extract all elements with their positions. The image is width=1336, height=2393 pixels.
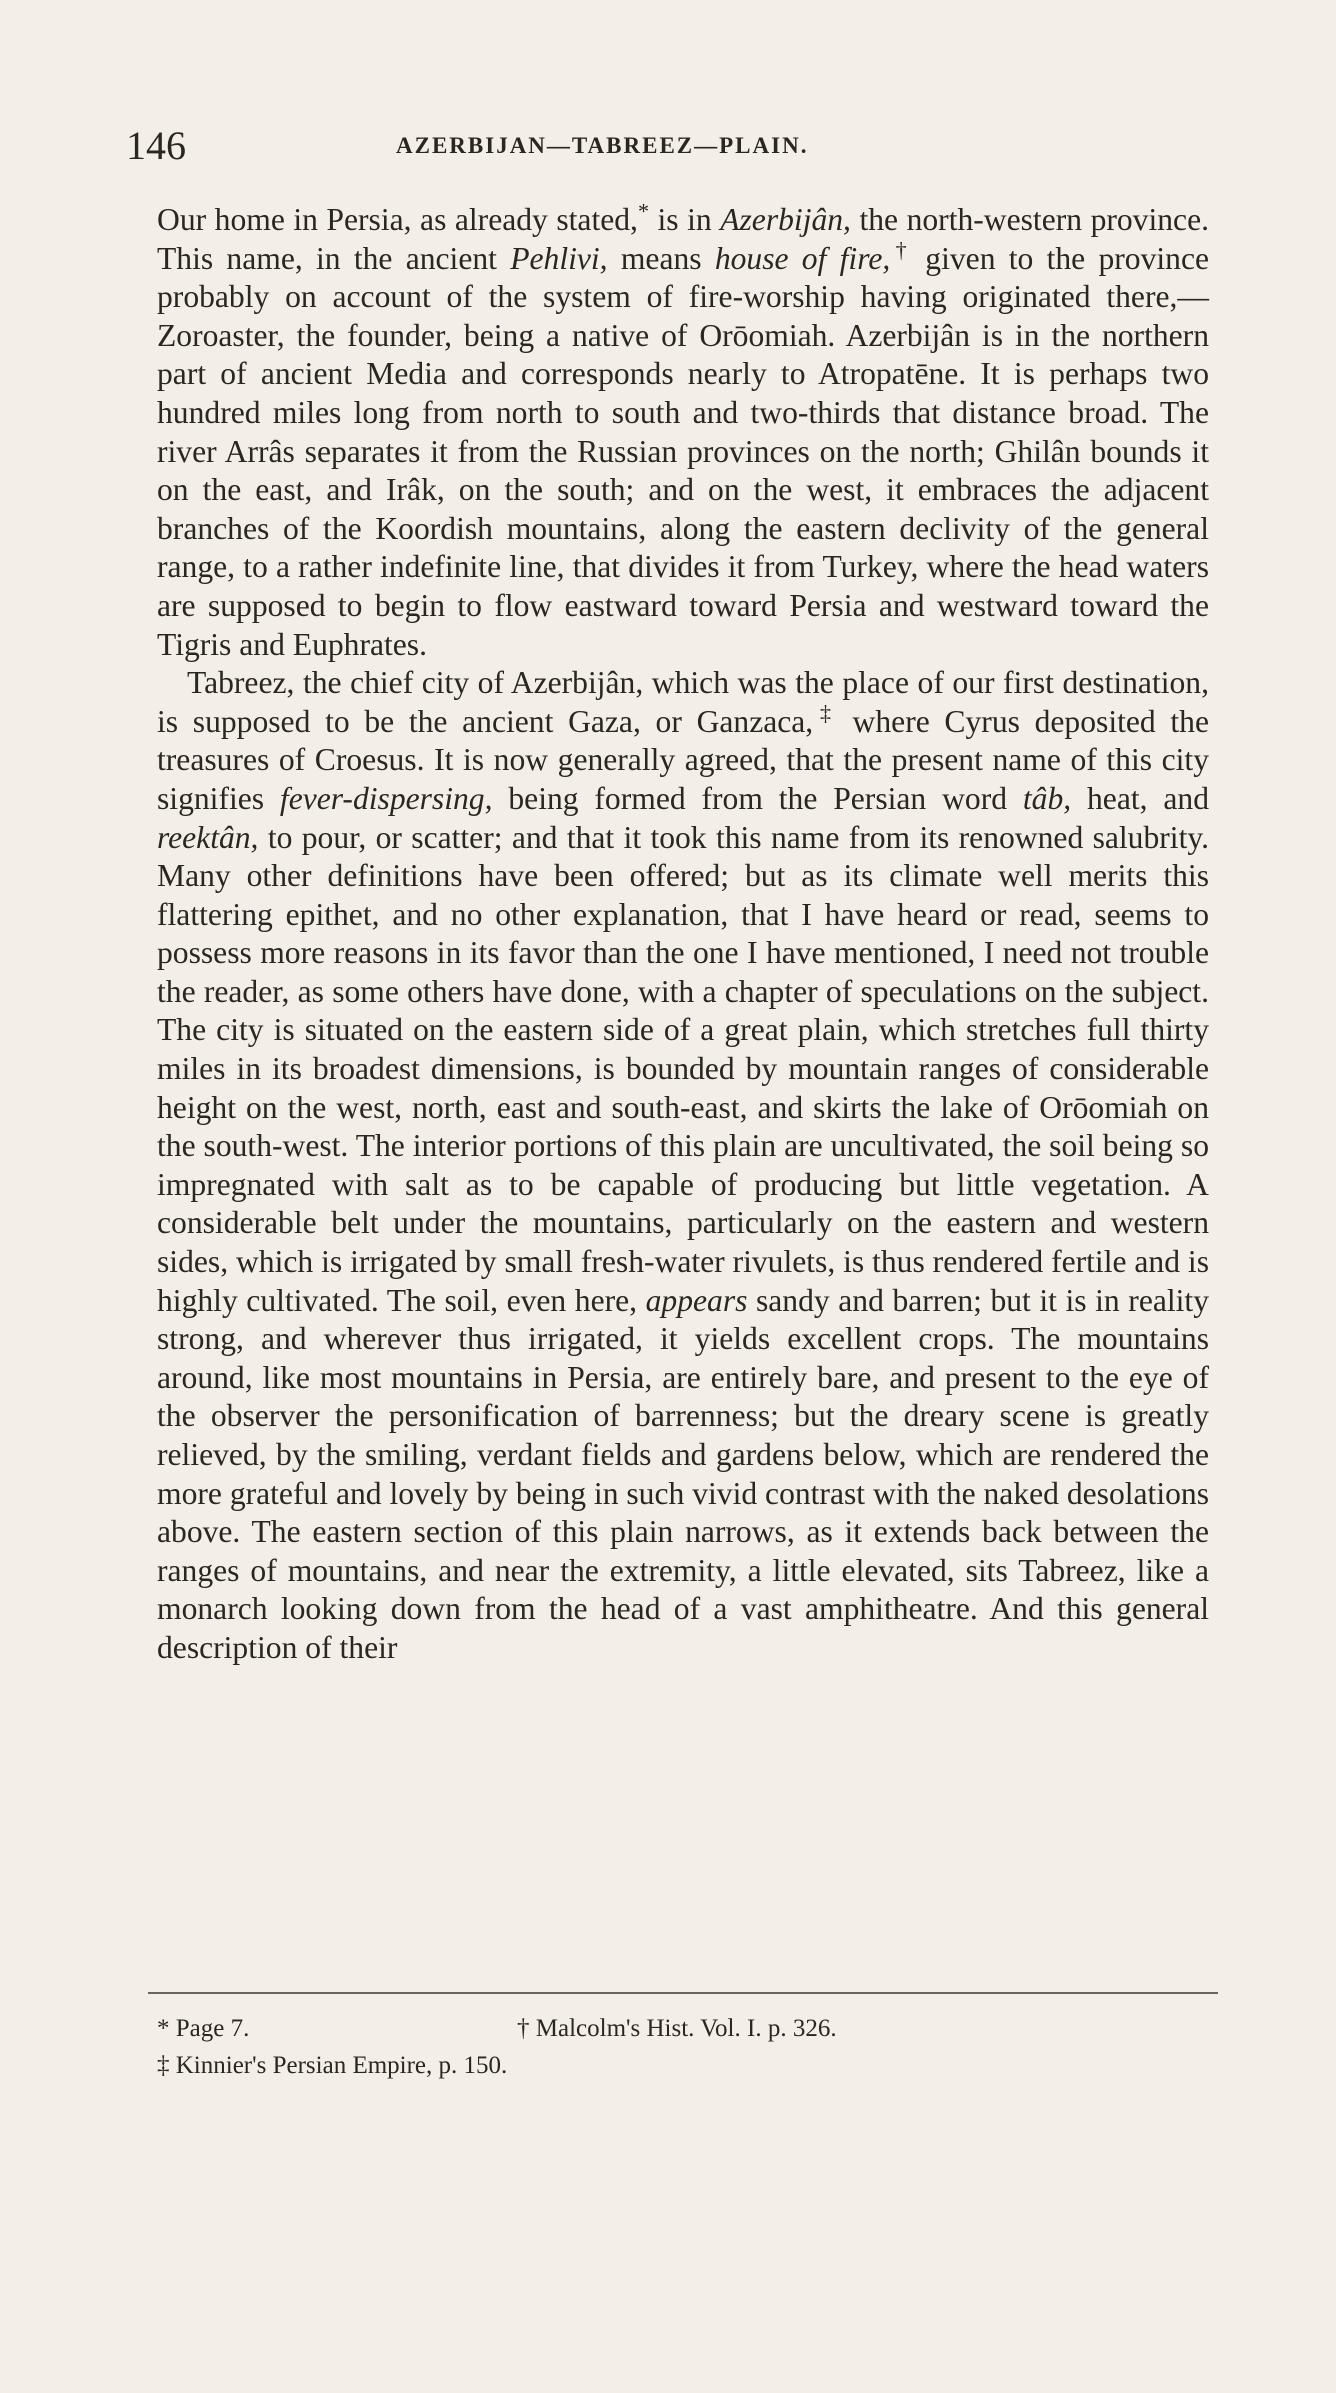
paragraph-2-text-e: to pour, or scatter; and that it took this name from its renowned salubrity. Many other definitions have been offered; but as its climate well merits this flattering epithet, and no other explanation, that I have heard or read, seems to possess more reasons in its favor than the one I have mentioned, I need not trouble the reader, as some others have done, with a chapter of speculations on the subject. The city is situated on the eastern side of a great plain, which stretches full thirty miles in its broadest dimensions, is bounded by mountain ranges of considerable height on the west, north, east and south-east, and skirts the lake of Orōomiah on the south-west. The interior portions of this plain are uncultivated, the soil being so impregnated with salt as to be capable of producing but little vegetation. A considerable belt under the mountains, particularly on the eastern and western sides, which is irrigated by small fresh-water rivulets, is thus rendered fertile and is highly cultivated. The soil, even here, bbox=[157, 819, 1209, 1318]
footnote-row-2 bbox=[157, 2047, 1217, 2084]
footnote-ref-asterisk: * bbox=[637, 198, 650, 224]
footnote-ref-dagger: † bbox=[890, 237, 913, 263]
running-title: AZERBIJAN—TABREEZ—PLAIN. bbox=[396, 133, 809, 158]
paragraph-1 bbox=[157, 198, 1209, 664]
footnote-ref-double-dagger: ‡ bbox=[813, 700, 838, 726]
page-number: 146 bbox=[126, 123, 186, 168]
paragraph-2-text-d: heat, and bbox=[1071, 780, 1209, 816]
footnote-rule bbox=[148, 1992, 1218, 1994]
paragraph-1-text-a: Our home in Persia, as already stated, bbox=[157, 202, 638, 237]
body-text bbox=[157, 198, 1210, 1668]
paragraph-1-text-c: the north-western province. This name, in the ancient bbox=[157, 202, 1209, 276]
italic-fever-dispersing: fever-dispersing, bbox=[279, 780, 493, 816]
paragraph-2-text-a: Tabreez, the chief city of Azerbijân, which was the place of our first destination, is supposed to be the ancient Gaza, or Ganzaca, bbox=[157, 665, 1209, 739]
italic-tab: tâb, bbox=[1022, 780, 1072, 816]
paragraph-2-text-b: where Cyrus deposited the treasures of Croesus. It is now generally agreed, that the present name of this city signifies bbox=[157, 703, 1209, 816]
footnotes bbox=[157, 2010, 1217, 2084]
italic-appears: appears bbox=[645, 1282, 748, 1318]
paragraph-1-text-b: is in bbox=[649, 202, 721, 237]
footnote-3: ‡ Kinnier's Persian Empire, p. 150. bbox=[157, 2052, 508, 2079]
italic-azerbijan: Azerbijân, bbox=[720, 202, 851, 237]
italic-pehlivi: Pehlivi, bbox=[510, 240, 608, 276]
running-head bbox=[126, 122, 1216, 170]
paragraph-2-text-c: being formed from the Persian word bbox=[492, 780, 1023, 816]
footnote-1: * Page 7. bbox=[157, 2015, 250, 2042]
paragraph-2 bbox=[157, 664, 1209, 1667]
footnote-row-1 bbox=[157, 2010, 1217, 2047]
paragraph-2-text-f: sandy and barren; but it is in reality strong, and wherever thus irrigated, it yields excellent crops. The mountains around, like most mountains in Persia, are entirely bare, and present to the eye of the observer the personification of barrenness; but the dreary scene is greatly relieved, by the smiling, verdant fields and gardens below, which are rendered the more grateful and lovely by being in such vivid contrast with the naked desolations above. The eastern section of this plain narrows, as it extends back between the ranges of mountains, and near the extremity, a little elevated, sits Tabreez, like a monarch looking down from the head of a vast amphitheatre. And this general description of their bbox=[157, 1282, 1210, 1665]
italic-house-of-fire: house of fire, bbox=[714, 240, 891, 276]
paragraph-1-text-d: means bbox=[607, 240, 715, 276]
footnote-2: † Malcolm's Hist. Vol. I. p. 326. bbox=[517, 2015, 837, 2042]
paragraph-1-text-e: given to the province probably on account of the system of fire-worship having originated there,—Zoroaster, the founder, being a native of Orōomiah. Azerbijân is in the northern part of ancient Media and corresponds nearly to Atropatēne. It is perhaps two hundred miles long from north to south and two-thirds that distance broad. The river Arrâs separates it from the Russian provinces on the north; Ghilân bounds it on the east, and Irâk, on the south; and on the west, it embraces the adjacent branches of the Koordish mountains, along the eastern declivity of the general range, to a rather indefinite line, that divides it from Turkey, where the head waters are supposed to begin to flow eastward toward Persia and westward toward the Tigris and Euphrates. bbox=[157, 240, 1209, 662]
italic-reektan: reektân, bbox=[157, 819, 259, 855]
